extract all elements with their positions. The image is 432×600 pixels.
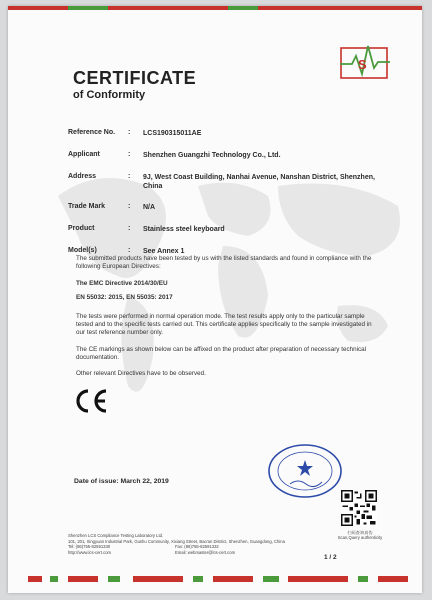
ce-mark-icon: [74, 388, 110, 414]
field-label: Product: [68, 225, 95, 232]
certificate-page: [8, 6, 422, 593]
lcs-logo: [340, 42, 390, 80]
page-number: 1 / 2: [324, 554, 337, 561]
field-label: Reference No.: [68, 129, 116, 136]
field-applicant: Applicant : Shenzhen Guangzhi Technology Co., Ltd.: [68, 151, 388, 165]
field-value: LCS190315011AE: [143, 130, 202, 137]
footer-address: [68, 533, 308, 555]
field-reference-no: Reference No. : LCS190315011AE: [68, 129, 388, 143]
footer-fax: Fax: (86)755-82591332: [175, 544, 219, 549]
qr-code[interactable]: [341, 490, 377, 526]
field-label: Model(s): [68, 247, 97, 254]
date-of-issue: Date of issue: March 22, 2019: [74, 478, 169, 485]
qr-caption-cn: 扫码查询真伪: [347, 530, 373, 535]
other-directives-note: Other relevant Directives have to be observed.: [76, 370, 206, 377]
ce-marking-note: The CE markings as shown below can be affixed on the product after preparation of necessary technical documentation.: [76, 346, 367, 361]
field-trade-mark: Trade Mark : N/A: [68, 203, 388, 217]
field-address: Address : 9J, West Coast Building, Nanhai Avenue, Nanshan District, Shenzhen, China: [68, 173, 388, 195]
footer-address-line: 101, 201, Xingyuan Industrial Park, Gushu Community, Xixiang Street, Bao'an District, Shenzhen, Guangdong, China: [68, 538, 285, 544]
field-models: Model(s) : See Annex 1: [68, 247, 388, 261]
footer-tel: Tel: (86)755-82591330: [68, 544, 111, 549]
test-note: The tests were performed in normal operation mode. The test results apply only to the particular sample tested and to the specific tests carried out. This certificate applies specifically to the sample investigated in our test reference number only.: [76, 313, 372, 336]
field-label: Applicant: [68, 151, 100, 158]
svg-text:S: S: [358, 57, 367, 72]
field-value: See Annex 1: [143, 248, 185, 255]
certificate-title: CERTIFICATE: [73, 68, 197, 88]
field-label: Address: [68, 173, 97, 180]
field-product: Product : Stainless steel keyboard: [68, 225, 388, 239]
standards-line: EN 55032: 2015, EN 55035: 2017: [76, 294, 173, 301]
field-value: 9J, West Coast Building, Nanhai Avenue, Nanshan District, Shenzhen, China: [143, 174, 375, 190]
field-value: Stainless steel keyboard: [143, 226, 225, 233]
official-stamp: [266, 442, 344, 500]
qr-caption-en: Scan,Query authenticity: [337, 535, 383, 540]
top-decor-bars: [8, 6, 422, 16]
bottom-decor-bars: [8, 576, 422, 586]
footer-web[interactable]: http://www.lcs-cert.com: [68, 549, 112, 555]
certificate-subtitle: of Conformity: [73, 89, 146, 101]
directive-line: The EMC Directive 2014/30/EU: [76, 280, 168, 287]
footer-company: Shenzhen LCS Compliance Testing Laboratory Ltd.: [68, 533, 164, 538]
qr-caption: [328, 530, 392, 540]
field-label: Trade Mark: [68, 203, 105, 210]
certificate-fields: [68, 129, 388, 269]
footer-email[interactable]: Email: webmaster@lcs-cert.com: [175, 549, 236, 555]
field-value: Shenzhen Guangzhi Technology Co., Ltd.: [143, 152, 281, 159]
compliance-statement: The submitted products have been tested by us with the listed standards and found in compliance with the following European Directives:: [76, 255, 372, 270]
field-value: N/A: [143, 204, 156, 211]
